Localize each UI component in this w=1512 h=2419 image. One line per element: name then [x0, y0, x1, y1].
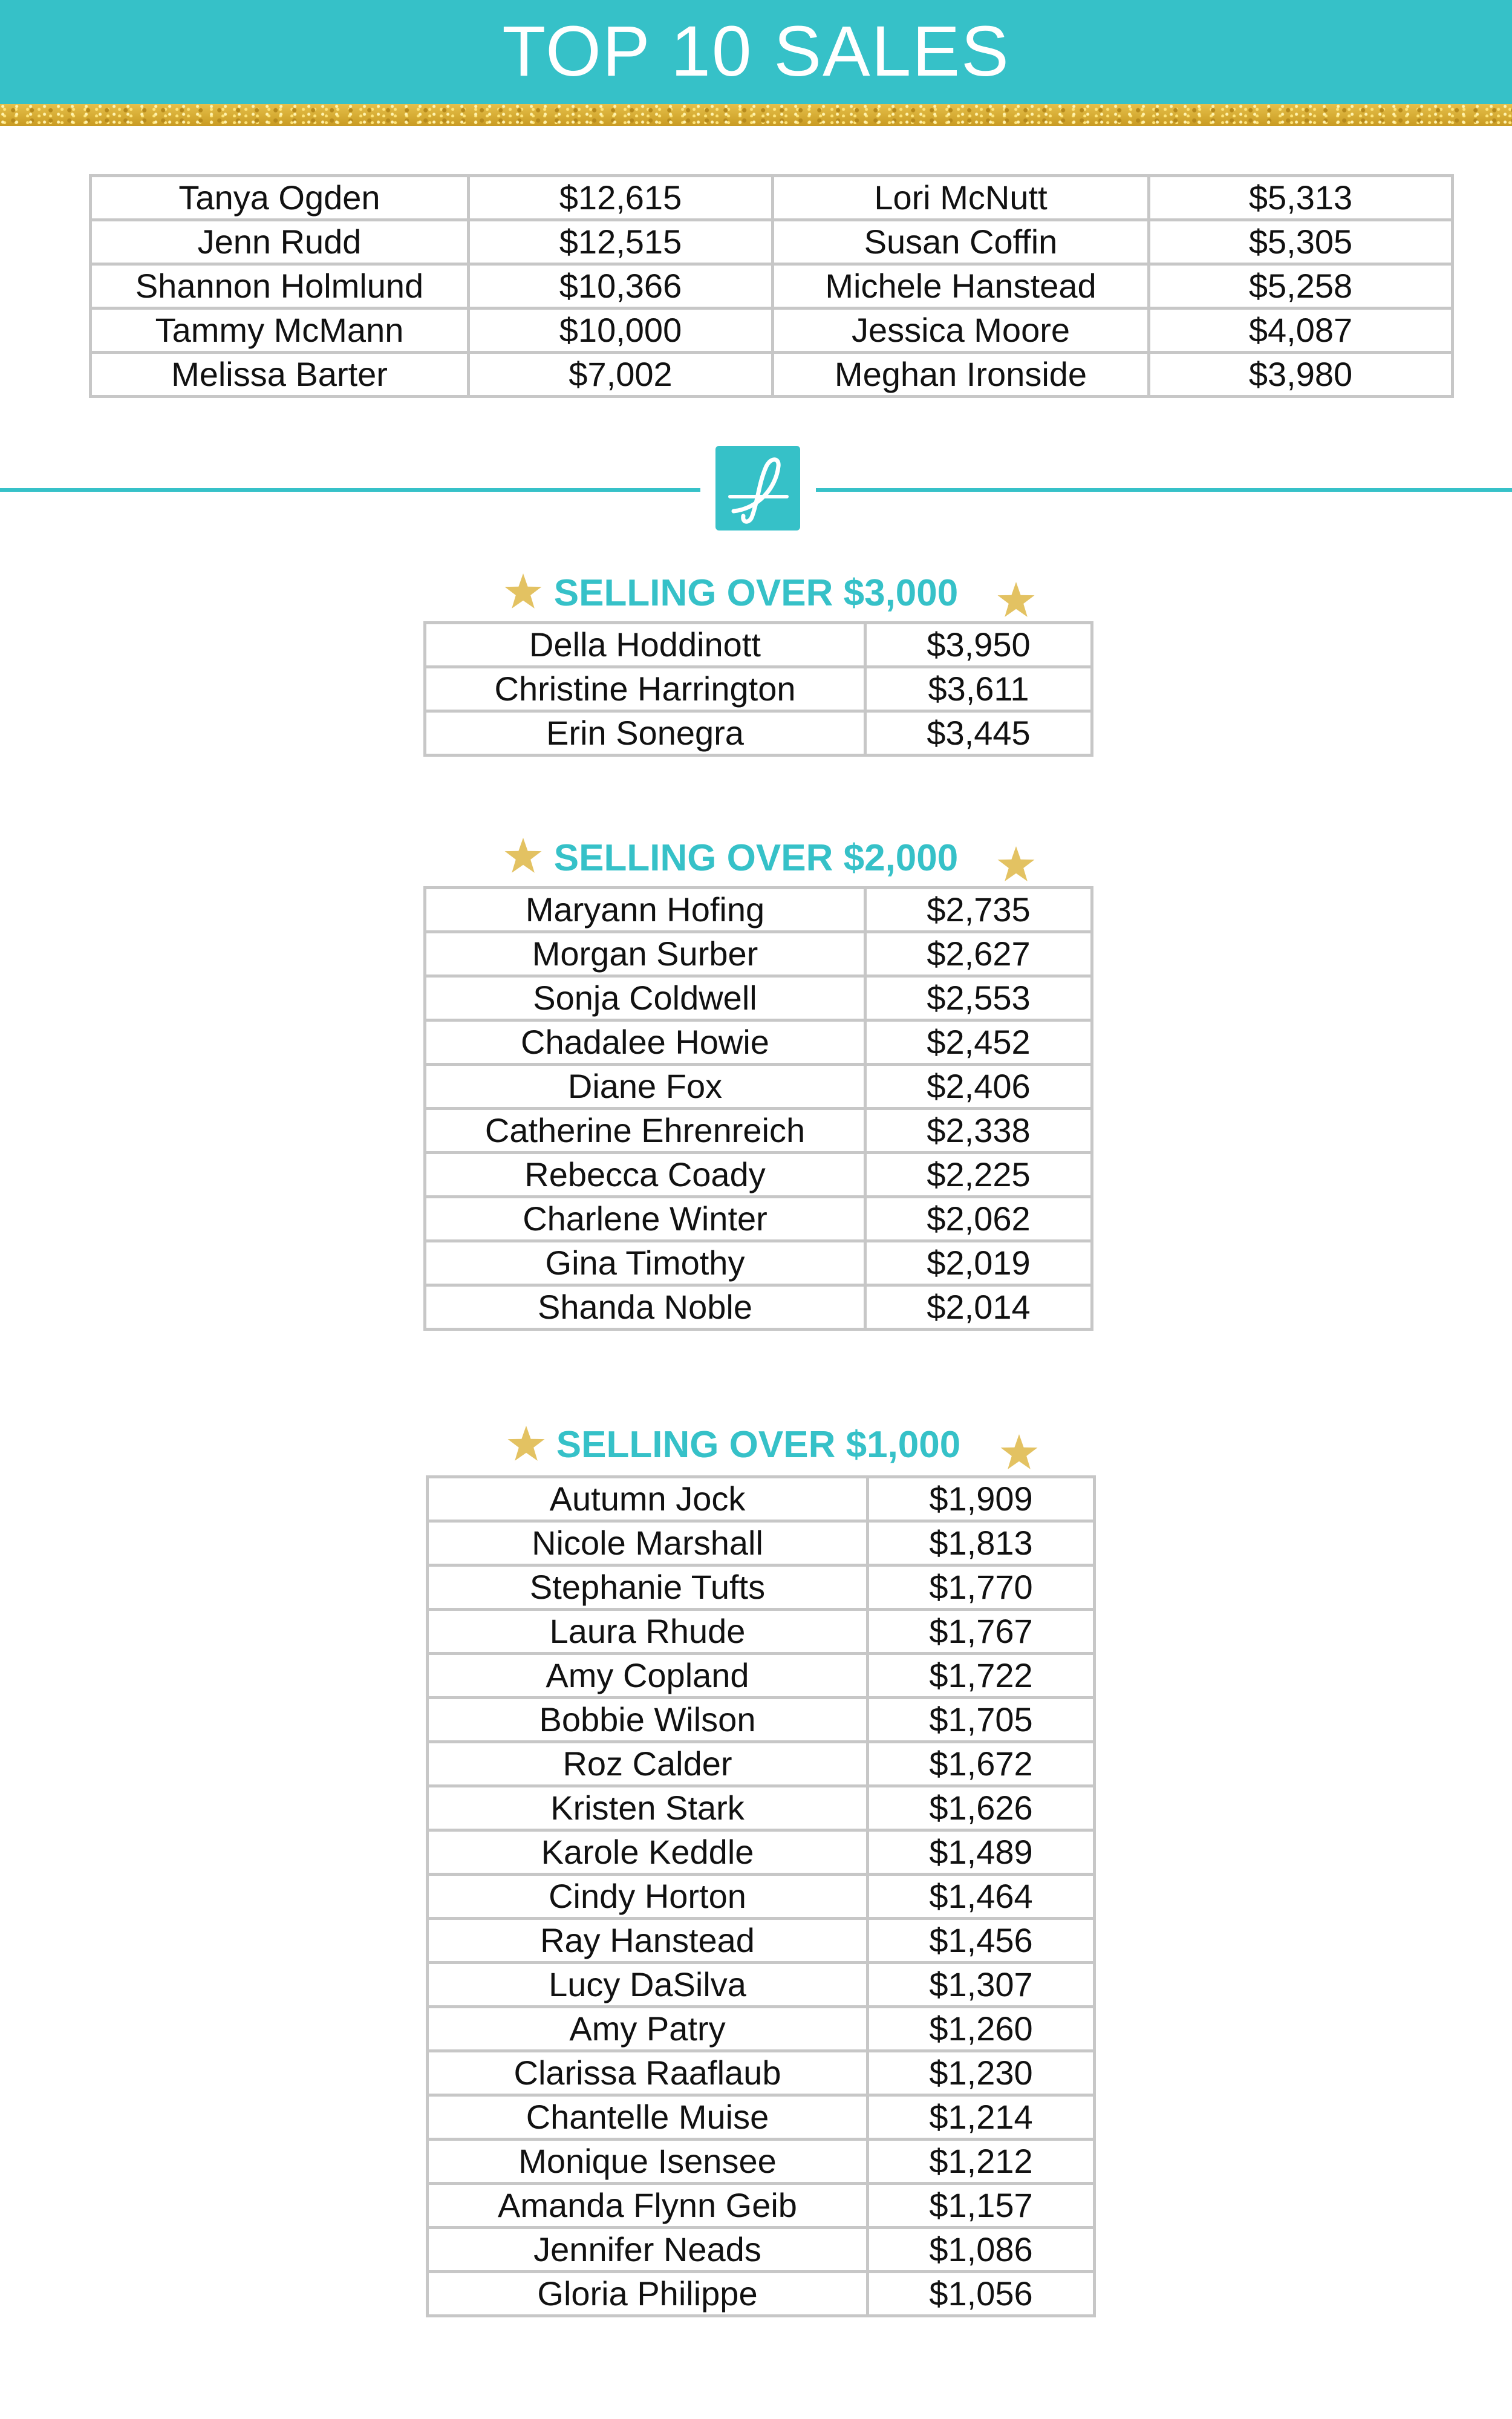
sales-amount: $5,313 [1149, 176, 1453, 220]
table-row [91, 176, 1453, 220]
sales-amount: $2,062 [865, 1197, 1092, 1241]
sales-amount: $1,909 [868, 1477, 1095, 1521]
seller-name: Morgan Surber [425, 932, 865, 976]
seller-name: Chadalee Howie [425, 1020, 865, 1065]
sales-amount: $3,950 [865, 623, 1092, 667]
table-row [425, 1285, 1092, 1330]
seller-name: Nicole Marshall [428, 1521, 868, 1565]
seller-name: Susan Coffin [773, 220, 1149, 264]
sales-amount: $2,225 [865, 1153, 1092, 1197]
table-row [428, 1919, 1095, 1963]
table-row [428, 1654, 1095, 1698]
seller-name: Jennifer Neads [428, 2228, 868, 2272]
header-banner [0, 0, 1512, 104]
sales-amount: $12,615 [469, 176, 773, 220]
sales-amount: $1,770 [868, 1565, 1095, 1610]
table-row [428, 2095, 1095, 2140]
table-row [428, 1963, 1095, 2007]
table-row [428, 1830, 1095, 1875]
seller-name: Bobbie Wilson [428, 1698, 868, 1742]
table-row [91, 264, 1453, 308]
sales-amount: $5,305 [1149, 220, 1453, 264]
sales-amount: $2,019 [865, 1241, 1092, 1285]
seller-name: Roz Calder [428, 1742, 868, 1786]
seller-name: Lori McNutt [773, 176, 1149, 220]
table-row [428, 2184, 1095, 2228]
table-row [428, 2051, 1095, 2095]
seller-name: Michele Hanstead [773, 264, 1149, 308]
table-row [428, 1610, 1095, 1654]
seller-name: Cindy Horton [428, 1875, 868, 1919]
seller-name: Rebecca Coady [425, 1153, 865, 1197]
seller-name: Diane Fox [425, 1065, 865, 1109]
seller-name: Ray Hanstead [428, 1919, 868, 1963]
seller-name: Erin Sonegra [425, 711, 865, 756]
seller-name: Karole Keddle [428, 1830, 868, 1875]
sales-amount: $5,258 [1149, 264, 1453, 308]
seller-name: Lucy DaSilva [428, 1963, 868, 2007]
brand-logo-icon [715, 446, 800, 530]
table-row [425, 932, 1092, 976]
table-row [428, 2140, 1095, 2184]
seller-name: Kristen Stark [428, 1786, 868, 1830]
table-row [425, 623, 1092, 667]
seller-name: Autumn Jock [428, 1477, 868, 1521]
sales-amount: $1,489 [868, 1830, 1095, 1875]
table-row [425, 1153, 1092, 1197]
seller-name: Jessica Moore [773, 308, 1149, 353]
sales-amount: $1,672 [868, 1742, 1095, 1786]
sales-amount: $4,087 [1149, 308, 1453, 353]
over-3000-table [423, 621, 1093, 757]
seller-name: Della Hoddinott [425, 623, 865, 667]
table-row [425, 1197, 1092, 1241]
seller-name: Jenn Rudd [91, 220, 469, 264]
table-row [428, 1477, 1095, 1521]
section-heading: SELLING OVER $3,000 [553, 572, 959, 614]
sales-amount: $2,452 [865, 1020, 1092, 1065]
divider-line-left [0, 488, 700, 492]
table-row [425, 888, 1092, 932]
sales-amount: $1,086 [868, 2228, 1095, 2272]
sales-amount: $2,553 [865, 976, 1092, 1020]
section-heading: SELLING OVER $2,000 [553, 837, 959, 879]
seller-name: Gina Timothy [425, 1241, 865, 1285]
table-row [425, 976, 1092, 1020]
sales-amount: $1,722 [868, 1654, 1095, 1698]
seller-name: Gloria Philippe [428, 2272, 868, 2316]
table-row [91, 220, 1453, 264]
seller-name: Amy Patry [428, 2007, 868, 2051]
over-2000-table [423, 886, 1093, 1331]
table-row [428, 2228, 1095, 2272]
sales-amount: $1,705 [868, 1698, 1095, 1742]
table-row [428, 1698, 1095, 1742]
table-row [428, 1786, 1095, 1830]
sales-amount: $3,445 [865, 711, 1092, 756]
table-row [425, 1241, 1092, 1285]
sales-amount: $3,611 [865, 667, 1092, 711]
table-row [428, 2272, 1095, 2316]
star-icon [1000, 1433, 1038, 1472]
star-icon [997, 581, 1035, 619]
seller-name: Clarissa Raaflaub [428, 2051, 868, 2095]
table-row [425, 1020, 1092, 1065]
sales-amount: $3,980 [1149, 353, 1453, 397]
sales-amount: $1,307 [868, 1963, 1095, 2007]
table-row [428, 1521, 1095, 1565]
seller-name: Amanda Flynn Geib [428, 2184, 868, 2228]
seller-name: Charlene Winter [425, 1197, 865, 1241]
sales-amount: $1,212 [868, 2140, 1095, 2184]
seller-name: Meghan Ironside [773, 353, 1149, 397]
sales-amount: $2,735 [865, 888, 1092, 932]
gold-glitter-band [0, 104, 1512, 126]
sales-amount: $1,813 [868, 1521, 1095, 1565]
table-row [425, 667, 1092, 711]
table-row [91, 308, 1453, 353]
table-row [428, 1742, 1095, 1786]
top10-table [89, 174, 1454, 398]
table-row [425, 1065, 1092, 1109]
seller-name: Monique Isensee [428, 2140, 868, 2184]
sales-amount: $1,626 [868, 1786, 1095, 1830]
sales-amount: $1,157 [868, 2184, 1095, 2228]
seller-name: Sonja Coldwell [425, 976, 865, 1020]
sales-amount: $10,366 [469, 264, 773, 308]
seller-name: Catherine Ehrenreich [425, 1109, 865, 1153]
seller-name: Tammy McMann [91, 308, 469, 353]
table-row [425, 1109, 1092, 1153]
sales-amount: $10,000 [469, 308, 773, 353]
seller-name: Christine Harrington [425, 667, 865, 711]
table-row [428, 2007, 1095, 2051]
divider-line-right [816, 488, 1512, 492]
table-row [91, 353, 1453, 397]
sales-amount: $2,627 [865, 932, 1092, 976]
seller-name: Laura Rhude [428, 1610, 868, 1654]
over-1000-table [426, 1475, 1096, 2317]
star-icon [997, 845, 1035, 884]
table-row [428, 1565, 1095, 1610]
sales-amount: $1,214 [868, 2095, 1095, 2140]
table-row [425, 711, 1092, 756]
sales-amount: $1,230 [868, 2051, 1095, 2095]
sales-amount: $7,002 [469, 353, 773, 397]
sales-amount: $1,260 [868, 2007, 1095, 2051]
page-title: TOP 10 SALES [502, 11, 1010, 91]
seller-name: Maryann Hofing [425, 888, 865, 932]
section-heading: SELLING OVER $1,000 [556, 1424, 961, 1466]
sales-amount: $2,338 [865, 1109, 1092, 1153]
seller-name: Amy Copland [428, 1654, 868, 1698]
table-row [428, 1875, 1095, 1919]
sales-amount: $1,456 [868, 1919, 1095, 1963]
sales-amount: $12,515 [469, 220, 773, 264]
seller-name: Chantelle Muise [428, 2095, 868, 2140]
seller-name: Shanda Noble [425, 1285, 865, 1330]
seller-name: Stephanie Tufts [428, 1565, 868, 1610]
sales-amount: $1,767 [868, 1610, 1095, 1654]
sales-amount: $2,014 [865, 1285, 1092, 1330]
sales-amount: $1,056 [868, 2272, 1095, 2316]
sales-amount: $1,464 [868, 1875, 1095, 1919]
seller-name: Tanya Ogden [91, 176, 469, 220]
seller-name: Melissa Barter [91, 353, 469, 397]
seller-name: Shannon Holmlund [91, 264, 469, 308]
sales-amount: $2,406 [865, 1065, 1092, 1109]
